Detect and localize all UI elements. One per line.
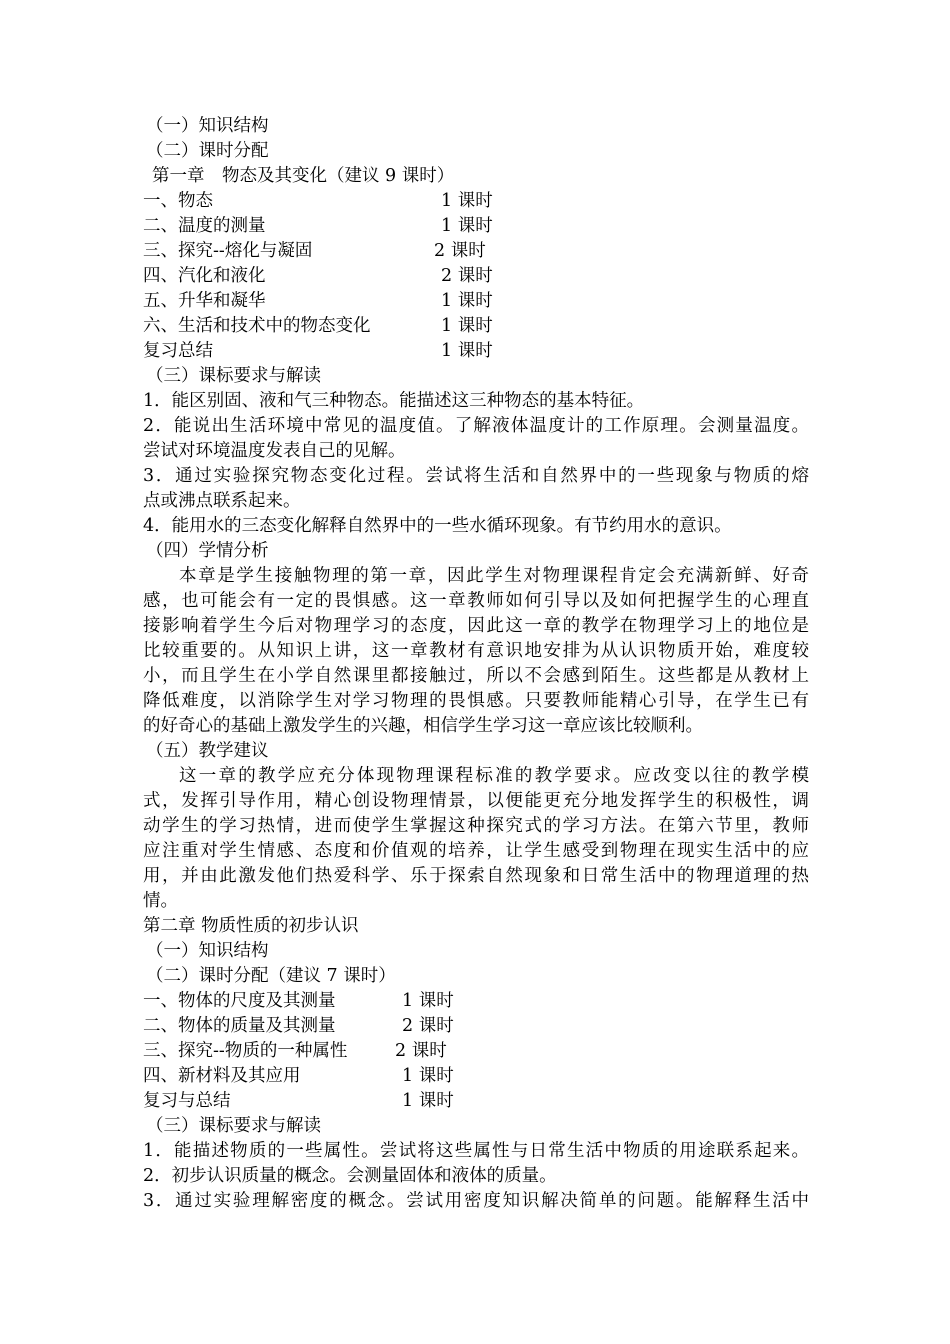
hour-row-value: 1 课时 bbox=[441, 216, 493, 236]
hour-row-name: 一、物体的尺度及其测量 bbox=[143, 991, 336, 1011]
hour-row-value: 1 课时 bbox=[441, 341, 493, 361]
hour-row-name: 四、新材料及其应用 bbox=[143, 1066, 301, 1086]
hour-row-value: 2 课时 bbox=[402, 1016, 454, 1036]
hour-row-value: 1 课时 bbox=[402, 1066, 454, 1086]
hour-row-value: 2 课时 bbox=[395, 1041, 447, 1061]
advice-line-text: 这一章的教学应充分体现物理课程标准的教学要求。应改变以往的教学模 bbox=[179, 766, 809, 786]
section-student-analysis: （四）学情分析 bbox=[146, 541, 269, 561]
analysis-line-text: 降低难度，以消除学生对学习物理的畏惧感。只要教师能精心引导，在学生已有 bbox=[143, 691, 809, 711]
hour-row-name: 四、汽化和液化 bbox=[143, 266, 266, 286]
hour-row-name: 二、温度的测量 bbox=[143, 216, 266, 236]
hour-row-name: 二、物体的质量及其测量 bbox=[143, 1016, 336, 1036]
standard-line-text: 3．通过实验理解密度的概念。尝试用密度知识解决简单的问题。能解释生活中 bbox=[143, 1191, 809, 1211]
hour-row-name: 复习与总结 bbox=[143, 1091, 231, 1111]
section-knowledge-structure: （一）知识结构 bbox=[146, 941, 269, 961]
standard-line bbox=[143, 414, 813, 439]
section-standards: （三）课标要求与解读 bbox=[146, 366, 321, 386]
analysis-line-text: 小，而且学生在小学自然课里都接触过，所以不会感到陌生。这些都是从教材上 bbox=[143, 666, 809, 686]
hour-row-name: 复习总结 bbox=[143, 341, 213, 361]
advice-line bbox=[143, 814, 813, 839]
hour-row-name: 三、探究--物质的一种属性 bbox=[143, 1041, 348, 1061]
analysis-line bbox=[143, 614, 813, 639]
standard-line: 点或沸点联系起来。 bbox=[143, 491, 301, 511]
advice-line bbox=[179, 764, 849, 789]
hour-row-value: 2 课时 bbox=[434, 241, 486, 261]
hour-row-value: 2 课时 bbox=[441, 266, 493, 286]
advice-line bbox=[143, 789, 813, 814]
section-knowledge-structure: （一）知识结构 bbox=[146, 116, 269, 136]
advice-line-text: 应注重对学生情感、态度和价值观的培养，让学生感受到物理在现实生活中的应 bbox=[143, 841, 809, 861]
section-hour-allocation: （二）课时分配 bbox=[146, 141, 269, 161]
standard-line: 2．初步认识质量的概念。会测量固体和液体的质量。 bbox=[143, 1166, 557, 1186]
hour-row-value: 1 课时 bbox=[441, 191, 493, 211]
analysis-line: 的好奇心的基础上激发学生的兴趣，相信学生学习这一章应该比较顺利。 bbox=[143, 716, 703, 736]
section-teaching-advice: （五）教学建议 bbox=[146, 741, 269, 761]
hour-row-value: 1 课时 bbox=[441, 291, 493, 311]
hour-row-name: 五、升华和凝华 bbox=[143, 291, 266, 311]
section-standards: （三）课标要求与解读 bbox=[146, 1116, 321, 1136]
analysis-line bbox=[179, 564, 849, 589]
advice-line: 情。 bbox=[143, 891, 178, 911]
standard-line: 1．能区别固、液和气三种物态。能描述这三种物态的基本特征。 bbox=[143, 391, 645, 411]
hour-row-name: 六、生活和技术中的物态变化 bbox=[143, 316, 371, 336]
standard-line bbox=[143, 1189, 813, 1214]
standard-line bbox=[143, 464, 813, 489]
section-hour-allocation: （二）课时分配（建议 7 课时） bbox=[146, 966, 396, 986]
hour-row-name: 一、物态 bbox=[143, 191, 213, 211]
standard-line-text: 3．通过实验探究物态变化过程。尝试将生活和自然界中的一些现象与物质的熔 bbox=[143, 466, 809, 486]
advice-line bbox=[143, 864, 813, 889]
chapter-title: 第二章 物质性质的初步认识 bbox=[143, 916, 359, 936]
standard-line-text: 1．能描述物质的一些属性。尝试将这些属性与日常生活中物质的用途联系起来。 bbox=[143, 1141, 809, 1161]
standard-line-text: 2．能说出生活环境中常见的温度值。了解液体温度计的工作原理。会测量温度。 bbox=[143, 416, 809, 436]
advice-line-text: 式，发挥引导作用，精心创设物理情景，以便能更充分地发挥学生的积极性，调 bbox=[143, 791, 809, 811]
analysis-line bbox=[143, 664, 813, 689]
analysis-line-text: 比较重要的。从知识上讲，这一章教材有意识地安排为从认识物质开始，难度较 bbox=[143, 641, 809, 661]
standard-line: 4．能用水的三态变化解释自然界中的一些水循环现象。有节约用水的意识。 bbox=[143, 516, 732, 536]
hour-row-value: 1 课时 bbox=[441, 316, 493, 336]
analysis-line-text: 接影响着学生今后对物理学习的态度，因此这一章的教学在物理学习上的地位是 bbox=[143, 616, 809, 636]
advice-line-text: 动学生的学习热情，进而使学生掌握这种探究式的学习方法。在第六节里，教师 bbox=[143, 816, 809, 836]
chapter-title: 第一章 物态及其变化（建议 9 课时） bbox=[152, 166, 455, 186]
analysis-line bbox=[143, 589, 813, 614]
standard-line: 尝试对环境温度发表自己的见解。 bbox=[143, 441, 406, 461]
analysis-line-text: 本章是学生接触物理的第一章，因此学生对物理课程肯定会充满新鲜、好奇 bbox=[179, 566, 809, 586]
advice-line-text: 用，并由此激发他们热爱科学、乐于探索自然现象和日常生活中的物理道理的热 bbox=[143, 866, 809, 886]
hour-row-name: 三、探究--熔化与凝固 bbox=[143, 241, 313, 261]
hour-row-value: 1 课时 bbox=[402, 1091, 454, 1111]
analysis-line bbox=[143, 639, 813, 664]
advice-line bbox=[143, 839, 813, 864]
analysis-line bbox=[143, 689, 813, 714]
analysis-line-text: 感，也可能会有一定的畏惧感。这一章教师如何引导以及如何把握学生的心理直 bbox=[143, 591, 809, 611]
standard-line bbox=[143, 1139, 813, 1164]
hour-row-value: 1 课时 bbox=[402, 991, 454, 1011]
